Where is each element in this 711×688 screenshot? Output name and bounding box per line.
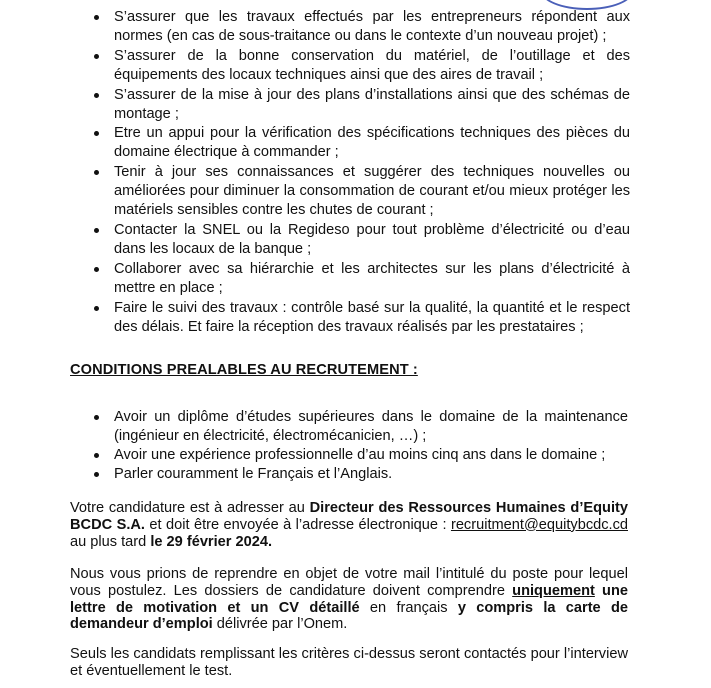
bullet-icon (94, 472, 99, 477)
bullet-icon (94, 15, 99, 20)
list-item: Faire le suivi des travaux : contrôle basé sur la qualité, la quantité et le respect des délais. Et faire la réception des travaux réalisés par les prestataires ; (114, 299, 630, 337)
section-heading: CONDITIONS PREALABLES AU RECRUTEMENT : (70, 362, 418, 378)
list-item: Collaborer avec sa hiérarchie et les architectes sur les plans d’électricité à mettre en place ; (114, 260, 630, 298)
closing-paragraph: Seuls les candidats remplissant les critères ci-dessus seront contactés pour l’interview et éventuellement le test. (70, 646, 628, 679)
bullet-icon (94, 306, 99, 311)
list-item: S’assurer de la bonne conservation du matériel, de l’outillage et des équipements des locaux techniques ainsi que des aires de travail ; (114, 47, 630, 85)
list-item: Avoir une expérience professionnelle d’au moins cinq ans dans le domaine ; (114, 446, 628, 465)
list-item: S’assurer de la mise à jour des plans d’installations ainsi que des schémas de montage ; (114, 86, 630, 124)
bullet-icon (94, 131, 99, 136)
list-item: Avoir un diplôme d’études supérieures dans le domaine de la maintenance (ingénieur en électricité, électromécanicien, …) ; (114, 408, 628, 446)
list-item: Parler couramment le Français et l’Anglais. (114, 465, 628, 484)
bullet-icon (94, 228, 99, 233)
bullet-icon (94, 54, 99, 59)
bullet-icon (94, 170, 99, 175)
application-paragraph: Votre candidature est à adresser au Directeur des Ressources Humaines d’Equity BCDC S.A. et doit être envoyée à l’adresse électronique : recruitment@equitybcdc.cd au plus tard le 29 février 2024. (70, 500, 628, 550)
list-item: S’assurer que les travaux effectués par les entrepreneurs répondent aux normes (en cas de sous-traitance ou dans le contexte d’un nouveau projet) ; (114, 8, 630, 46)
list-item: Etre un appui pour la vérification des spécifications techniques des pièces du domaine électrique à commander ; (114, 124, 630, 162)
bullet-icon (94, 415, 99, 420)
list-item: Contacter la SNEL ou la Regideso pour tout problème d’électricité ou d’eau dans les locaux de la banque ; (114, 221, 630, 259)
bullet-icon (94, 453, 99, 458)
requirements-list (114, 408, 628, 484)
list-item: Tenir à jour ses connaissances et suggérer des techniques nouvelles ou améliorées pour diminuer la consommation de courant et/ou mieux protéger les matériels sensibles contre les chutes de courant ; (114, 163, 630, 220)
instructions-paragraph: Nous vous prions de reprendre en objet de votre mail l’intitulé du poste pour lequel vous postulez. Les dossiers de candidature doivent comprendre uniquement une lettre de motivation et un CV détaillé en français y compris la carte de demandeur d’emploi délivrée par l’Onem. (70, 566, 629, 633)
email-link[interactable]: recruitment@equitybcdc.cd (450, 516, 628, 533)
bullet-icon (94, 93, 99, 98)
bullet-icon (94, 267, 99, 272)
duties-list (114, 8, 630, 337)
